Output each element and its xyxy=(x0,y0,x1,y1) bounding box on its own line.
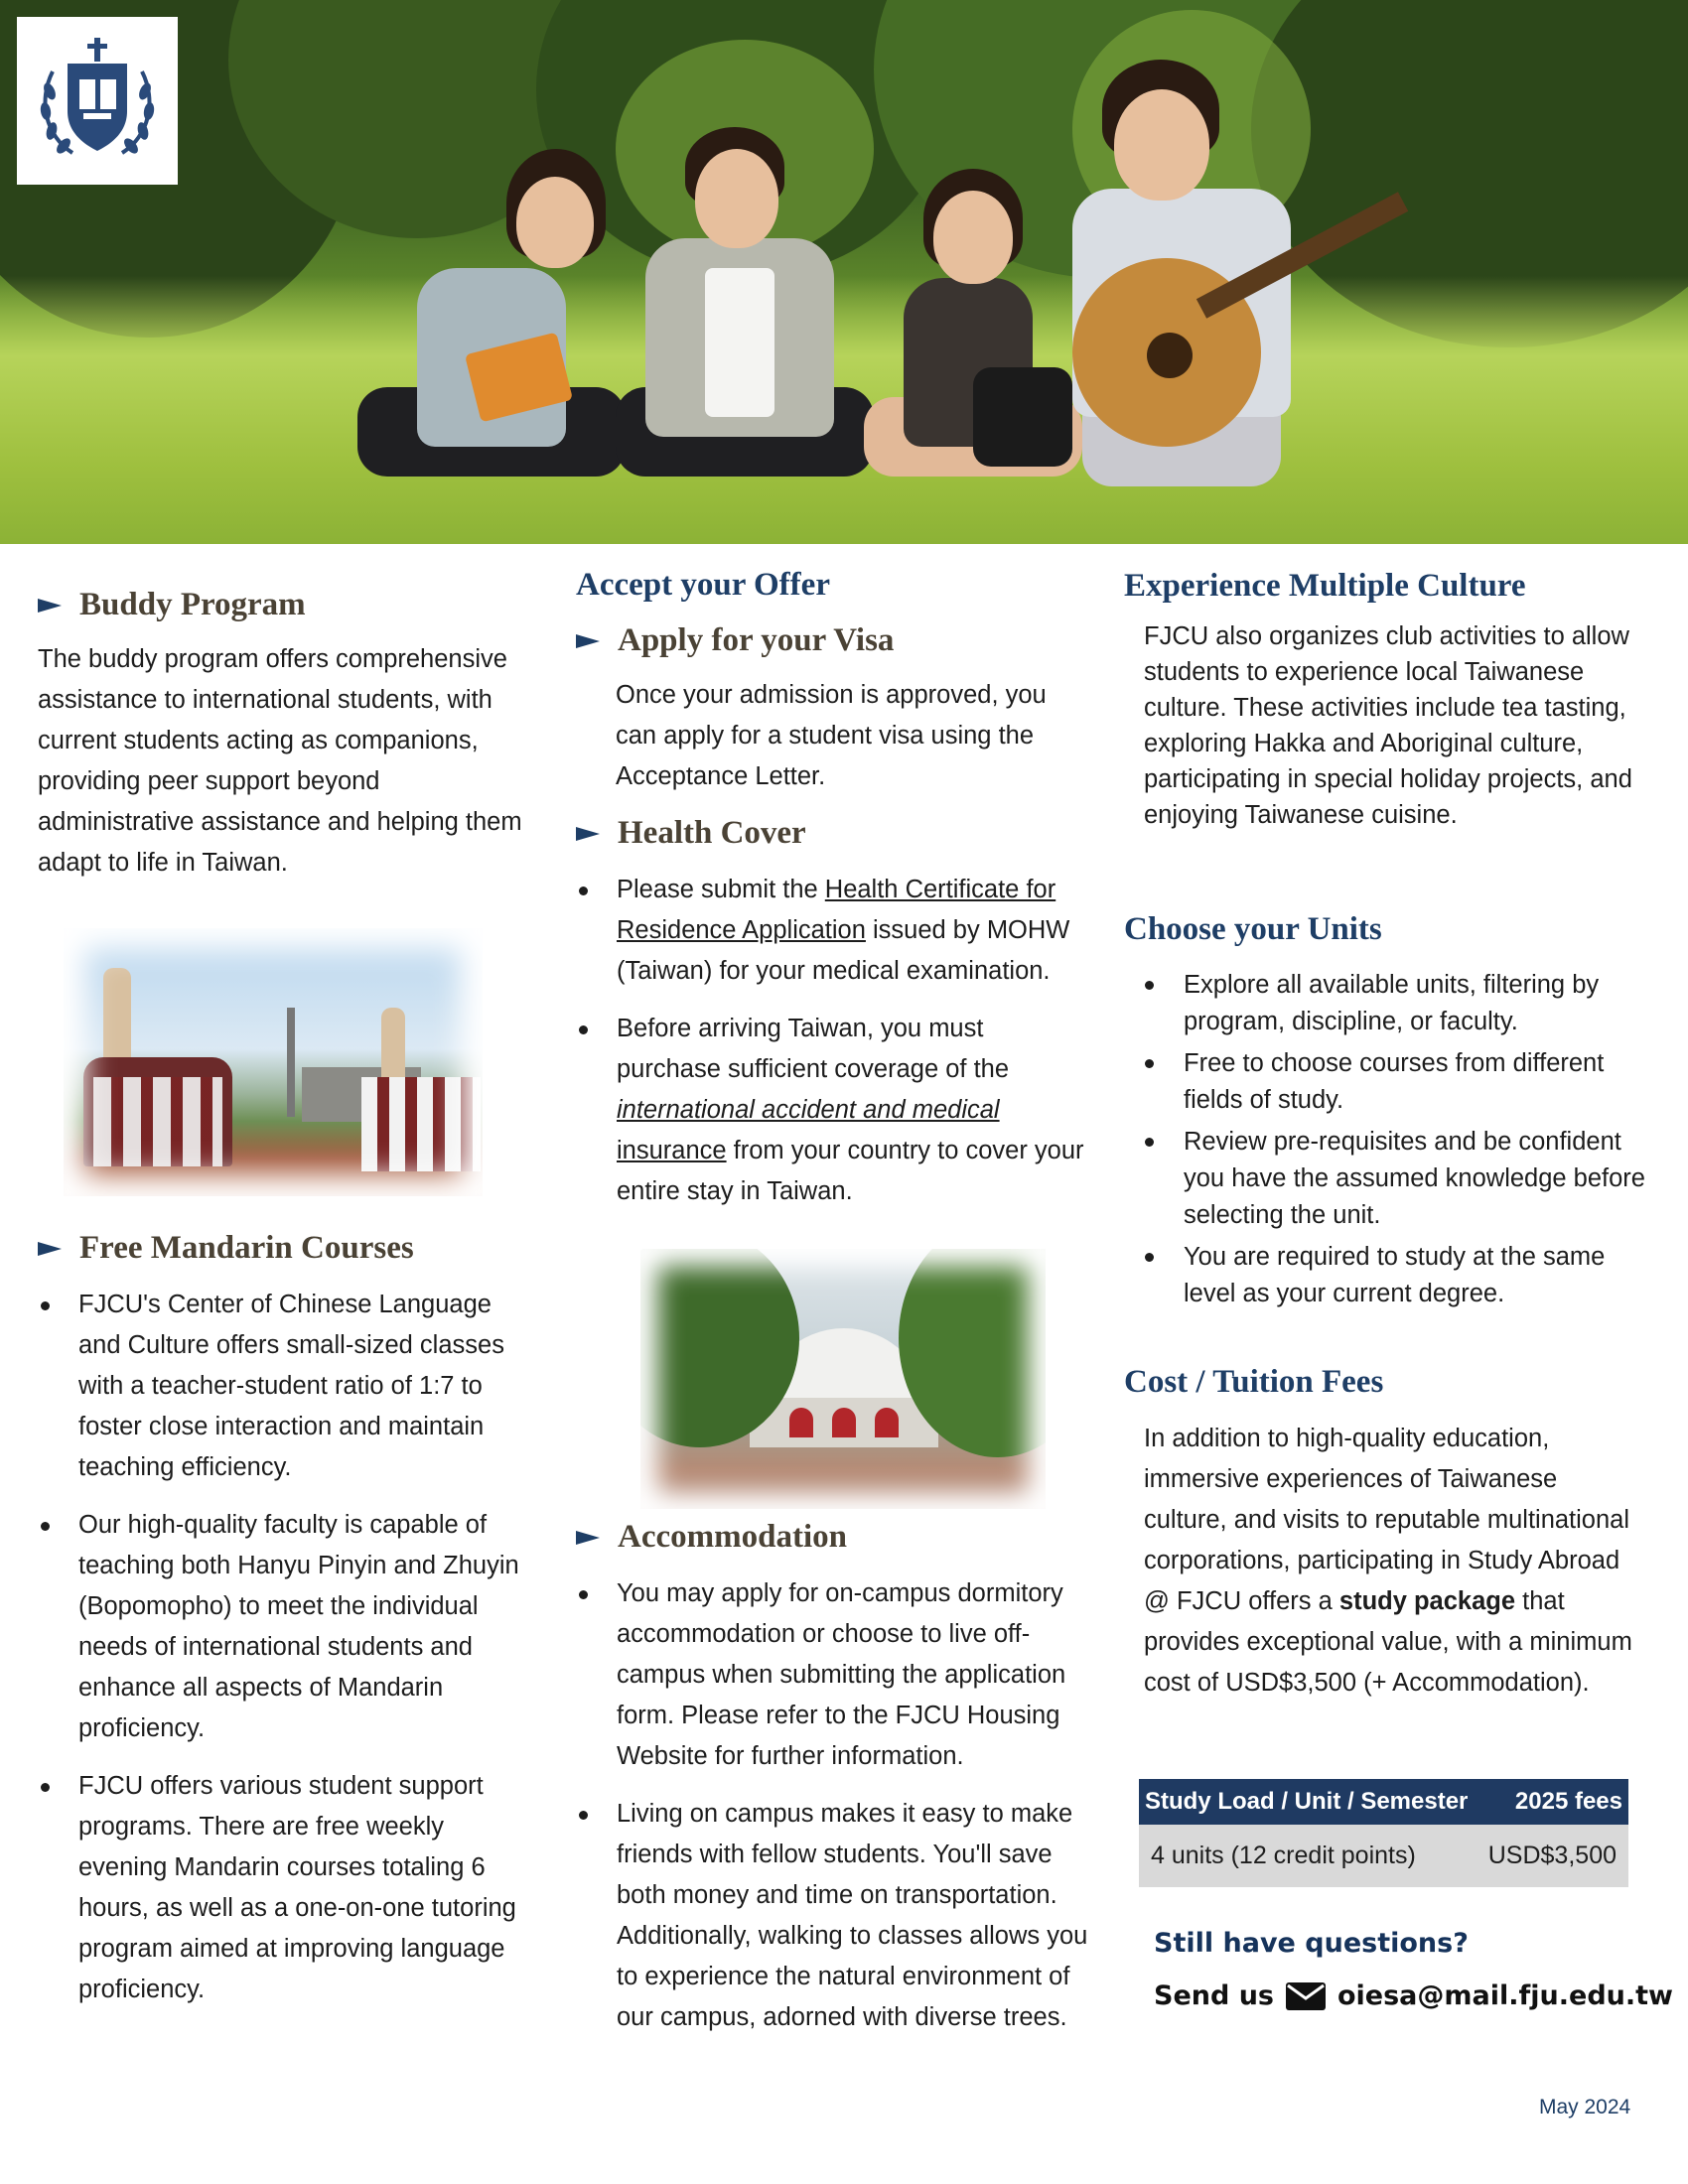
table-header-row xyxy=(1139,1779,1628,1825)
student-figure xyxy=(616,119,874,496)
list-item: Living on campus makes it easy to make friends with fellow students. You'll save both money and time on transportation. Additionally, walking to classes allows you to experience the natural environment of our campus, adorned with diverse trees. xyxy=(576,1794,1102,2038)
mandarin-heading: Free Mandarin Courses xyxy=(38,1230,554,1267)
accommodation-list xyxy=(576,1573,1102,2038)
accept-offer-section xyxy=(576,567,1112,1212)
table-header-load: Study Load / Unit / Semester xyxy=(1139,1779,1476,1825)
table-row xyxy=(1139,1825,1628,1887)
list-item: Free to choose courses from different fields of study. xyxy=(1142,1045,1658,1119)
arrow-icon xyxy=(576,634,600,648)
buddy-program-section xyxy=(38,587,554,884)
campus-building-photo xyxy=(640,1249,1046,1509)
units-heading: Choose your Units xyxy=(1124,911,1382,947)
university-crest-icon xyxy=(28,32,167,171)
envelope-icon xyxy=(1286,1982,1326,2010)
fees-text: In addition to high-quality education, immersive experiences of Taiwanese culture, and visits to reputable multinational corporations, participating in Study Abroad @ FJCU offers a study package that provides exceptional value, with a minimum cost of USD$3,500 (+ Accommodation). xyxy=(1144,1425,1632,1697)
health-list xyxy=(576,870,1092,1212)
culture-text: FJCU also organizes club activities to allow students to experience local Taiwanese culture. These activities include tea tasting, exploring Hakka and Aboriginal culture, participating in special holiday projects, and enjoying Taiwanese cuisine. xyxy=(1144,622,1632,829)
units-section xyxy=(1124,911,1660,1312)
health-heading: Health Cover xyxy=(576,815,1112,852)
accommodation-heading: Accommodation xyxy=(576,1519,1112,1556)
arrow-icon xyxy=(576,1531,600,1545)
list-item: Explore all available units, filtering by program, discipline, or faculty. xyxy=(1142,967,1658,1040)
culture-heading: Experience Multiple Culture xyxy=(1124,568,1526,604)
send-us-label: Send us xyxy=(1154,1980,1274,2011)
insurance-link-italic[interactable]: international accident and medical xyxy=(617,1096,1000,1124)
mandarin-section xyxy=(38,1230,554,2010)
arrow-icon xyxy=(38,599,62,613)
contact-line xyxy=(1154,1980,1673,2011)
list-item: You may apply for on-campus dormitory accommodation or choose to live off-campus when submitting the application form. Please refer to the FJCU Housing Website for further information. xyxy=(576,1573,1102,1777)
insurance-link[interactable]: insurance xyxy=(617,1137,727,1164)
buddy-program-text: The buddy program offers comprehensive assistance to international students, with current students acting as companions, providing peer support beyond administrative assistance and helping them adapt to life in Taiwan. xyxy=(38,645,522,877)
footer-date: May 2024 xyxy=(1539,2096,1631,2118)
accept-offer-title: Accept your Offer xyxy=(576,567,830,603)
arrow-icon xyxy=(38,1242,62,1256)
table-cell-load: 4 units (12 credit points) xyxy=(1139,1825,1476,1887)
table-cell-fee: USD$3,500 xyxy=(1476,1825,1628,1887)
table-header-fees: 2025 fees xyxy=(1476,1779,1628,1825)
visa-heading: Apply for your Visa xyxy=(576,622,1112,659)
list-item: Our high-quality faculty is capable of teaching both Hanyu Pinyin and Zhuyin (Bopomopho) to meet the individual needs of international students and enhance all aspects of Mandarin proficiency. xyxy=(38,1505,524,1749)
university-logo xyxy=(17,17,178,185)
list-item: FJCU's Center of Chinese Language and Culture offers small-sized classes with a teacher-student ratio of 1:7 to foster close interaction and maintain teaching efficiency. xyxy=(38,1285,524,1488)
buddy-program-heading: Buddy Program xyxy=(38,587,554,623)
units-list xyxy=(1142,967,1658,1312)
list-item: Review pre-requisites and be confident you have the assumed knowledge before selecting the unit. xyxy=(1142,1124,1658,1234)
visa-text: Once your admission is approved, you can apply for a student visa using the Acceptance Letter. xyxy=(616,681,1047,790)
list-item: Please submit the Health Certificate for Residence Application issued by MOHW (Taiwan) for your medical examination. xyxy=(576,870,1092,992)
email-link[interactable]: oiesa@mail.fju.edu.tw xyxy=(1337,1980,1673,2011)
list-item: You are required to study at the same level as your current degree. xyxy=(1142,1239,1658,1312)
accommodation-section xyxy=(576,1519,1112,2038)
cheerleading-photo xyxy=(64,928,483,1196)
mandarin-list xyxy=(38,1285,524,2010)
list-item: FJCU offers various student support programs. There are free weekly evening Mandarin courses totaling 6 hours, as well as a one-on-one tutoring program aimed at improving language proficiency. xyxy=(38,1766,524,2010)
student-figure xyxy=(1023,60,1440,516)
culture-section xyxy=(1124,568,1660,833)
fees-table xyxy=(1139,1779,1628,1887)
list-item: Before arriving Taiwan, you must purchase sufficient coverage of the international accident and medical insurance from your country to cover your entire stay in Taiwan. xyxy=(576,1009,1092,1212)
arrow-icon xyxy=(576,827,600,841)
hero-photo xyxy=(0,0,1688,544)
student-figure xyxy=(357,149,626,486)
fees-section xyxy=(1124,1364,1660,1704)
still-have-questions: Still have questions? xyxy=(1154,1928,1469,1959)
health-certificate-link[interactable]: Health Certificate for Residence Application xyxy=(617,876,1056,944)
fees-heading: Cost / Tuition Fees xyxy=(1124,1364,1384,1400)
